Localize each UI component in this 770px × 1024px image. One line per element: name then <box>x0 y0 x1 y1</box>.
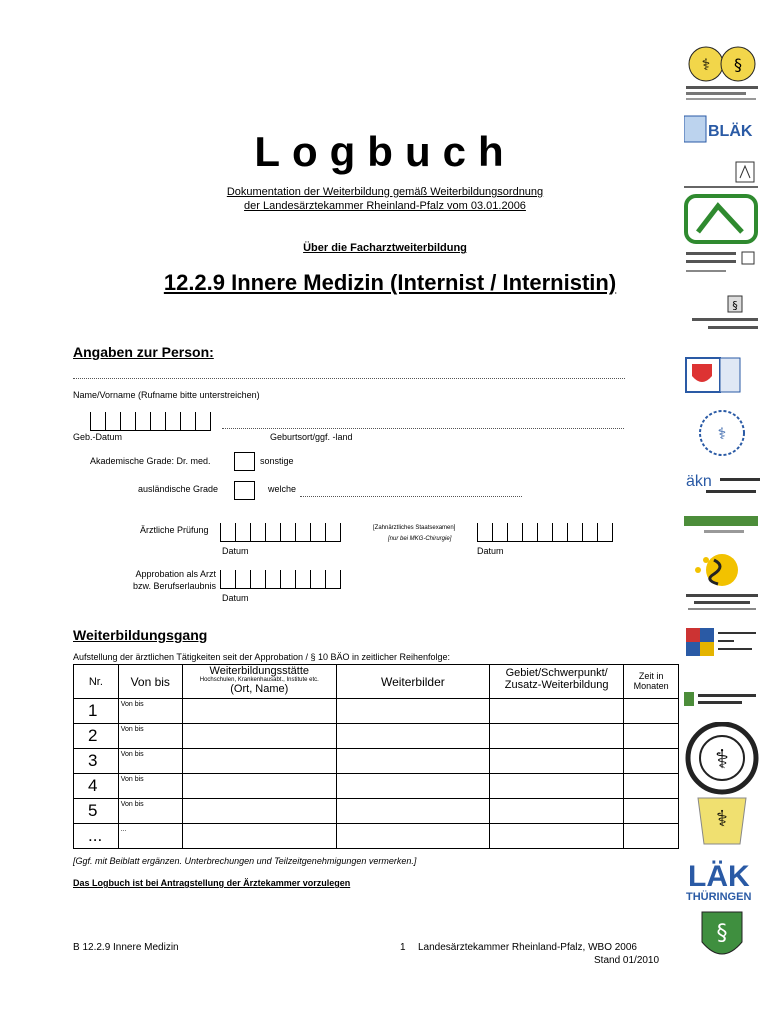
row-weiterbilder[interactable] <box>336 724 489 749</box>
aekn-logo-icon <box>684 470 764 500</box>
geburtsort-label: Geburtsort/ggf. -land <box>270 432 353 442</box>
row-zeit[interactable] <box>624 799 679 824</box>
row-nr: ... <box>74 824 119 849</box>
logo-saarland <box>684 626 760 667</box>
svg-text:§: § <box>734 55 742 74</box>
doc-line-2: der Landesärztekammer Rheinland-Pfalz vom 03.01.2006 <box>244 200 526 212</box>
row-gebiet[interactable] <box>489 724 623 749</box>
row-nr: 5 <box>74 799 119 824</box>
col-zeit-1: Zeit in <box>638 671 664 681</box>
row-staette[interactable] <box>182 699 336 724</box>
bremen-logo-icon <box>684 194 760 280</box>
svg-text:§: § <box>716 921 728 946</box>
saarland-logo-icon <box>684 626 760 662</box>
svg-text:⚕: ⚕ <box>717 424 727 443</box>
row-gebiet[interactable] <box>489 799 623 824</box>
col-staette-sub: Hochschulen, Krankenhausabt., Institute etc. <box>199 677 319 683</box>
welche-label: welche <box>268 484 297 494</box>
logo-hessen <box>684 354 760 401</box>
staatsexamen-datum-field[interactable] <box>477 523 613 542</box>
hamburg-logo-icon <box>684 294 760 334</box>
mkg-label: [nur bei MKG-Chirurgie] <box>388 536 452 542</box>
ausl-label: ausländische Grade <box>138 484 219 494</box>
sh-shield-icon <box>684 910 760 966</box>
geb-datum-field[interactable] <box>90 412 211 431</box>
sonstige-label: sonstige <box>260 456 294 466</box>
welche-field[interactable] <box>300 496 522 497</box>
row-nr: 2 <box>74 724 119 749</box>
row-gebiet[interactable] <box>489 749 623 774</box>
svg-text:⚕: ⚕ <box>701 55 711 74</box>
svg-text:⚕: ⚕ <box>714 745 730 775</box>
footer-right-2: Stand 01/2010 <box>594 955 660 966</box>
logo-rheinland-pfalz <box>684 550 760 621</box>
svg-text:THÜRINGEN: THÜRINGEN <box>686 891 752 903</box>
col-weiterbilder: Weiterbilder <box>336 665 489 699</box>
row-vonbis[interactable]: Von bis <box>118 699 182 724</box>
staatsexamen-datum-label: Datum <box>477 546 504 556</box>
name-field[interactable] <box>73 378 625 379</box>
row-gebiet[interactable] <box>489 824 623 849</box>
row-weiterbilder[interactable] <box>336 774 489 799</box>
row-zeit[interactable] <box>624 724 679 749</box>
rlp-logo-icon <box>684 550 760 616</box>
logo-mecklenburg <box>684 408 760 463</box>
hessen-logo-icon <box>684 354 760 396</box>
row-zeit[interactable] <box>624 824 679 849</box>
col-zeit <box>624 665 679 699</box>
pruefung-datum-field[interactable] <box>220 523 341 542</box>
footer-left: B 12.2.9 Innere Medizin <box>73 942 179 953</box>
col-staette-ort: (Ort, Name) <box>230 683 289 695</box>
pruefung-datum-label: Datum <box>222 546 249 556</box>
seal-icon <box>684 44 760 106</box>
svg-text:§: § <box>732 299 738 312</box>
logo-bremen <box>684 194 760 285</box>
row-nr: 3 <box>74 749 119 774</box>
svg-text:BLÄK: BLÄK <box>708 123 753 140</box>
row-weiterbilder[interactable] <box>336 799 489 824</box>
logo-blaek <box>684 114 760 149</box>
logo-sachsen <box>684 688 760 715</box>
table-row <box>74 724 679 749</box>
table-note: [Ggf. mit Beiblatt ergänzen. Unterbrechungen und Teilzeitgenehmigungen vermerken.] <box>73 856 417 866</box>
row-weiterbilder[interactable] <box>336 699 489 724</box>
col-vonbis: Von bis <box>118 665 182 699</box>
specialty-title: 12.2.9 Innere Medizin (Internist / Internistin) <box>163 270 617 295</box>
staatsexamen-label: [Zahnärztliches Staatsexamen] <box>373 525 456 531</box>
pruefung-label: Ärztliche Prüfung <box>140 525 209 535</box>
col-gebiet-2: Zusatz-Weiterbildung <box>504 679 609 691</box>
geb-datum-label: Geb.-Datum <box>73 432 123 442</box>
geburtsort-field[interactable] <box>222 428 624 429</box>
blaek-logo-icon <box>684 114 760 144</box>
weiterbildung-heading: Weiterbildungsgang <box>73 627 208 643</box>
row-staette[interactable] <box>182 774 336 799</box>
mv-seal-icon <box>684 408 760 458</box>
row-vonbis[interactable]: Von bis <box>118 799 182 824</box>
logo-hamburg <box>684 294 760 339</box>
table-body <box>74 699 679 849</box>
name-label: Name/Vorname (Rufname bitte unterstreichen) <box>73 390 260 400</box>
row-zeit[interactable] <box>624 699 679 724</box>
row-gebiet[interactable] <box>489 699 623 724</box>
logo-baden-wuerttemberg <box>684 44 760 111</box>
col-nr: Nr. <box>74 665 119 699</box>
col-zeit-2: Monaten <box>633 681 669 691</box>
ausl-checkbox[interactable] <box>234 481 255 500</box>
approbation-datum-label: Datum <box>222 593 249 603</box>
table-row <box>74 699 679 724</box>
page-title: Logbuch <box>254 128 516 175</box>
sachsen-anhalt-seal-icon <box>684 722 760 850</box>
row-nr: 4 <box>74 774 119 799</box>
svg-text:⚕: ⚕ <box>716 807 728 832</box>
weiterbildung-intro: Aufstellung der ärztlichen Tätigkeiten seit der Approbation / § 10 BÄO in zeitlicher Reihenfolge: <box>73 652 451 662</box>
row-staette[interactable] <box>182 799 336 824</box>
row-zeit[interactable] <box>624 749 679 774</box>
row-vonbis[interactable]: ... <box>118 824 182 849</box>
person-heading: Angaben zur Person: <box>73 344 214 360</box>
row-zeit[interactable] <box>624 774 679 799</box>
row-vonbis[interactable]: Von bis <box>118 749 182 774</box>
nordrhein-logo-icon <box>684 514 760 538</box>
table-row <box>74 774 679 799</box>
row-vonbis[interactable]: Von bis <box>118 774 182 799</box>
row-weiterbilder[interactable] <box>336 824 489 849</box>
approbation-datum-field[interactable] <box>220 570 341 589</box>
weiterbildung-table <box>73 664 679 849</box>
col-staette <box>182 665 336 699</box>
footer-right-1: Landesärztekammer Rheinland-Pfalz, WBO 2006 <box>418 942 637 953</box>
svg-text:LÄK: LÄK <box>688 860 750 893</box>
table-row <box>74 824 679 849</box>
logo-schleswig-holstein <box>684 910 760 971</box>
row-nr: 1 <box>74 699 119 724</box>
vorlegen-note: Das Logbuch ist bei Antragstellung der Ärztekammer vorzulegen <box>73 878 351 888</box>
facharzt-heading: Über die Facharztweiterbildung <box>303 242 467 254</box>
dr-med-checkbox[interactable] <box>234 452 255 471</box>
table-row <box>74 749 679 774</box>
table-header-row <box>74 665 679 699</box>
col-gebiet <box>489 665 623 699</box>
row-staette[interactable] <box>182 724 336 749</box>
table-row <box>74 799 679 824</box>
row-staette[interactable] <box>182 824 336 849</box>
logo-nordrhein <box>684 514 760 543</box>
col-staette-title: Weiterbildungsstätte <box>209 665 310 677</box>
row-staette[interactable] <box>182 749 336 774</box>
berlin-logo-icon <box>684 160 760 192</box>
laek-thueringen-logo-icon <box>684 856 762 904</box>
sachsen-logo-icon <box>684 688 760 710</box>
logo-sachsen-anhalt <box>684 722 760 855</box>
row-vonbis[interactable]: Von bis <box>118 724 182 749</box>
row-weiterbilder[interactable] <box>336 749 489 774</box>
svg-text:äkn: äkn <box>686 473 712 490</box>
logo-niedersachsen <box>684 470 764 505</box>
col-gebiet-1: Gebiet/Schwerpunkt/ <box>505 667 608 679</box>
logo-thueringen <box>684 856 762 909</box>
approbation-label-1: Approbation als Arzt <box>135 569 216 579</box>
logo-berlin <box>684 160 760 197</box>
footer-page: 1 <box>400 942 406 953</box>
doc-line-1: Dokumentation der Weiterbildung gemäß Weiterbildungsordnung <box>226 186 544 198</box>
approbation-label-2: bzw. Berufserlaubnis <box>132 581 216 591</box>
row-gebiet[interactable] <box>489 774 623 799</box>
akad-label: Akademische Grade: Dr. med. <box>90 456 211 466</box>
